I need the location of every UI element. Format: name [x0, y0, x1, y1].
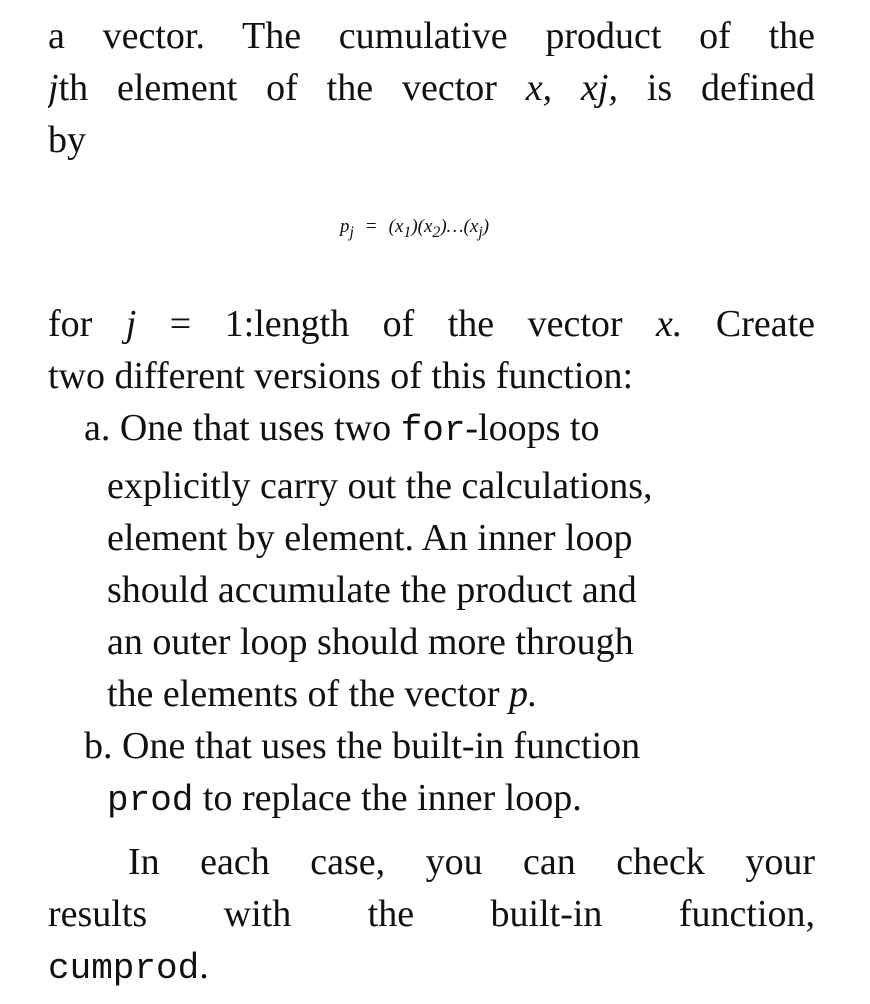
text: a. One that uses two	[84, 407, 401, 449]
subscript: 2	[432, 223, 441, 241]
variable: p.	[509, 673, 538, 715]
code: cumprod	[48, 948, 200, 989]
text-line	[107, 668, 538, 720]
text: for	[48, 303, 126, 345]
formula-term: )…(x	[440, 216, 479, 237]
variable: x, xj,	[525, 67, 618, 109]
text-line: an outer loop should more through	[107, 621, 634, 663]
subscript: j	[349, 223, 354, 241]
text-line: two different versions of this function:	[48, 355, 634, 397]
formula-term: (x	[388, 216, 404, 237]
list-item-b: b. One that uses the built-in function	[84, 725, 641, 767]
equals: =	[365, 216, 377, 237]
text-line: In each case, you can check your	[128, 841, 815, 883]
code: prod	[107, 780, 194, 821]
variable: x.	[656, 303, 683, 345]
subscript: 1	[403, 223, 412, 241]
text-line: should accumulate the product and	[107, 569, 637, 611]
text-line	[48, 940, 209, 992]
text-line: element by element. An inner loop	[107, 517, 633, 559]
text-line	[48, 298, 815, 350]
code: for	[400, 410, 466, 451]
text-line: by	[48, 119, 86, 161]
text-line	[48, 62, 815, 114]
variable: j	[48, 67, 59, 109]
text: the elements of the vector	[107, 673, 510, 715]
variable: j	[125, 303, 137, 345]
formula-term: )	[482, 216, 490, 237]
text: to replace the inner loop.	[193, 777, 582, 819]
text-line: explicitly carry out the calculations,	[107, 465, 653, 507]
subscript: j	[478, 223, 483, 241]
text: = 1:length of the vector	[169, 303, 657, 345]
text: .	[199, 945, 209, 987]
text: Create	[715, 303, 815, 345]
formula-term: )(x	[411, 216, 433, 237]
text: is defined	[646, 67, 815, 109]
text-line: results with the built-in function,	[48, 893, 815, 935]
text: th element of the vector	[58, 67, 526, 109]
formula-lhs: p	[340, 216, 350, 237]
text-line: a vector. The cumulative product of the	[48, 15, 815, 57]
text-line	[107, 772, 582, 824]
text: -loops to	[465, 407, 600, 449]
cumprod-formula	[340, 216, 489, 242]
list-item-a	[84, 402, 599, 454]
